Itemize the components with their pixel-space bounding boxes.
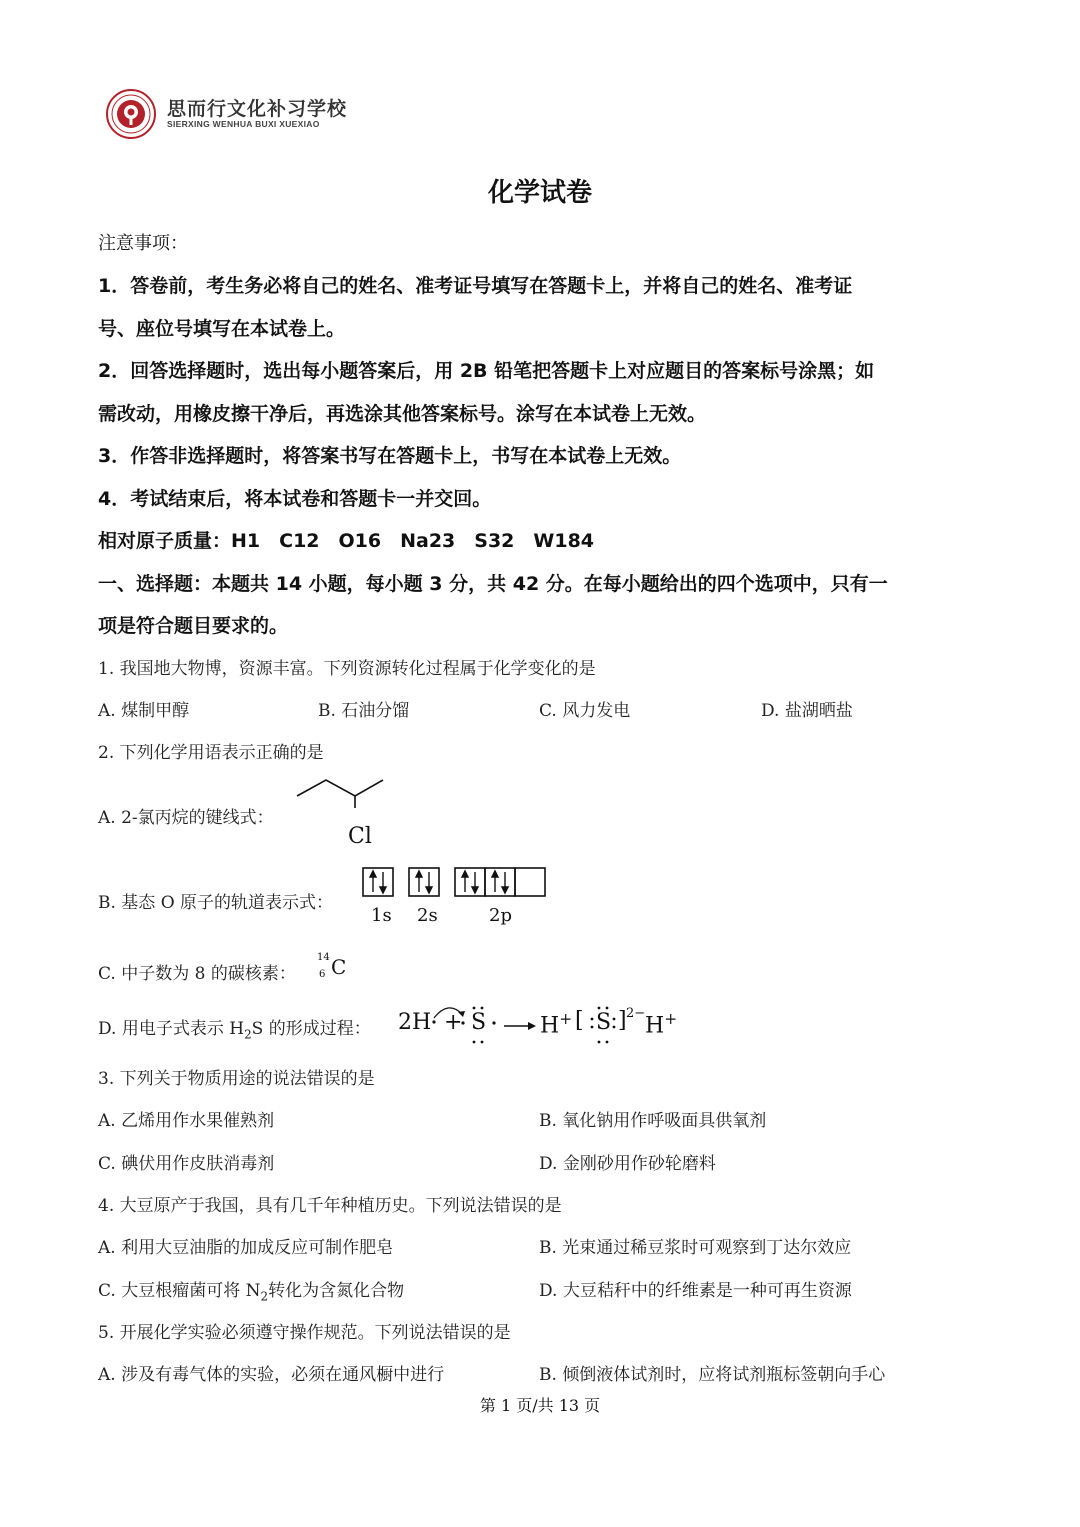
q4-c-text-post: 转化为含氮化合物 [268, 1281, 405, 1301]
q2-d-text-post: S 的形成过程： [251, 1019, 371, 1039]
nuclide-symbol: C [331, 955, 347, 979]
note-2-line-1: 2．回答选择题时，选出每小题答案后，用 2B 铅笔把答题卡上对应题目的答案标号涂黑；如 [98, 360, 875, 382]
q4-option-d: D. 大豆秸秆中的纤维素是一种可再生资源 [539, 1281, 852, 1301]
school-name-cn: 思而行文化补习学校 [167, 98, 348, 120]
h-right-charge: + [664, 1010, 678, 1028]
q3-stem: 3. 下列关于物质用途的说法错误的是 [98, 1069, 375, 1089]
q2-option-b: B. 基态 O 原子的轨道表示式： [98, 893, 334, 913]
q2-a-cl-label: Cl [348, 824, 372, 849]
nuclide-mass-number: 14 [317, 952, 330, 963]
q2-option-c: C. 中子数为 8 的碳核素： [98, 964, 296, 984]
atomic-masses: 相对原子质量：H1 C12 O16 Na23 S32 W184 [98, 530, 595, 552]
orbital-label-1s: 1s [371, 905, 392, 926]
q5-stem: 5. 开展化学实验必须遵守操作规范。下列说法错误的是 [98, 1323, 511, 1343]
orbital-label-2s: 2s [417, 905, 438, 926]
q2-d-subscript: 2 [244, 1027, 252, 1042]
h-right-symbol: H [645, 1013, 665, 1039]
electron-formula-h-left [540, 1010, 572, 1038]
electron-formula-plus: + [444, 1010, 463, 1035]
section-1-line-1: 一、选择题：本题共 14 小题，每小题 3 分，共 42 分。在每小题给出的四个选项中，只有一 [98, 573, 888, 595]
q2-stem: 2. 下列化学用语表示正确的是 [98, 743, 324, 763]
q4-option-c [98, 1276, 404, 1303]
q4-stem: 4. 大豆原产于我国，具有几千年种植历史。下列说法错误的是 [98, 1196, 562, 1216]
q3-option-d: D. 金刚砂用作砂轮磨料 [539, 1154, 716, 1174]
school-name-en: SIERXING WENHUA BUXI XUEXIAO [167, 119, 320, 129]
q1-option-d: D. 盐湖晒盐 [761, 701, 853, 721]
h-left-symbol: H [540, 1013, 560, 1039]
q5-option-a: A. 涉及有毒气体的实验，必须在通风橱中进行 [98, 1365, 445, 1385]
q4-c-subscript: 2 [260, 1289, 269, 1304]
bracket-s: S [596, 1010, 612, 1035]
school-emblem-icon [105, 88, 157, 140]
q3-option-b: B. 氧化钠用作呼吸面具供氧剂 [539, 1111, 767, 1131]
q1-option-b: B. 石油分馏 [318, 701, 410, 721]
q4-option-b: B. 光束通过稀豆浆时可观察到丁达尔效应 [539, 1238, 852, 1258]
q1-option-c: C. 风力发电 [539, 701, 631, 721]
orbital-diagram-icon [362, 867, 548, 899]
bracket-left: [ [575, 1008, 584, 1033]
nuclide-atomic-number: 6 [319, 969, 326, 980]
q4-c-text-pre: C. 大豆根瘤菌可将 N [98, 1281, 261, 1301]
q3-option-a: A. 乙烯用作水果催熟剂 [98, 1111, 275, 1131]
q2-d-text-pre: D. 用电子式表示 H [98, 1019, 245, 1039]
q1-stem: 1. 我国地大物博，资源丰富。下列资源转化过程属于化学变化的是 [98, 659, 596, 679]
note-3: 3．作答非选择题时，将答案书写在答题卡上，书写在本试卷上无效。 [98, 445, 682, 467]
bracket-right: ] [618, 1008, 627, 1033]
electron-formula-2h: 2H [398, 1010, 432, 1035]
page-footer: 第 1 页/共 13 页 [479, 1396, 601, 1415]
q2-option-a: A. 2-氯丙烷的键线式： [98, 808, 274, 828]
school-logo [105, 88, 355, 140]
q5-option-b: B. 倾倒液体试剂时，应将试剂瓶标签朝向手心 [539, 1365, 886, 1385]
h-left-charge: + [559, 1010, 573, 1028]
orbital-label-2p: 2p [489, 905, 512, 926]
q1-option-a: A. 煤制甲醇 [98, 701, 190, 721]
notes-heading: 注意事项： [98, 233, 188, 254]
q4-option-a: A. 利用大豆油脂的加成反应可制作肥皂 [98, 1238, 394, 1258]
q3-option-c: C. 碘伏用作皮肤消毒剂 [98, 1154, 275, 1174]
electron-formula-h-right [645, 1010, 677, 1038]
section-1-line-2: 项是符合题目要求的。 [98, 615, 289, 637]
skeletal-formula-icon [295, 774, 390, 808]
page-title: 化学试卷 [487, 178, 592, 208]
q2-option-d [98, 1014, 371, 1041]
note-4: 4．考试结束后，将本试卷和答题卡一并交回。 [98, 488, 492, 510]
note-1-line-1: 1．答卷前，考生务必将自己的姓名、准考证号填写在答题卡上，并将自己的姓名、准考证 [98, 275, 853, 297]
sulfide-charge: 2− [626, 1006, 646, 1021]
electron-formula-s: S [471, 1010, 487, 1035]
note-1-line-2: 号、座位号填写在本试卷上。 [98, 318, 346, 340]
note-2-line-2: 需改动，用橡皮擦干净后，再选涂其他答案标号。涂写在本试卷上无效。 [98, 403, 707, 425]
